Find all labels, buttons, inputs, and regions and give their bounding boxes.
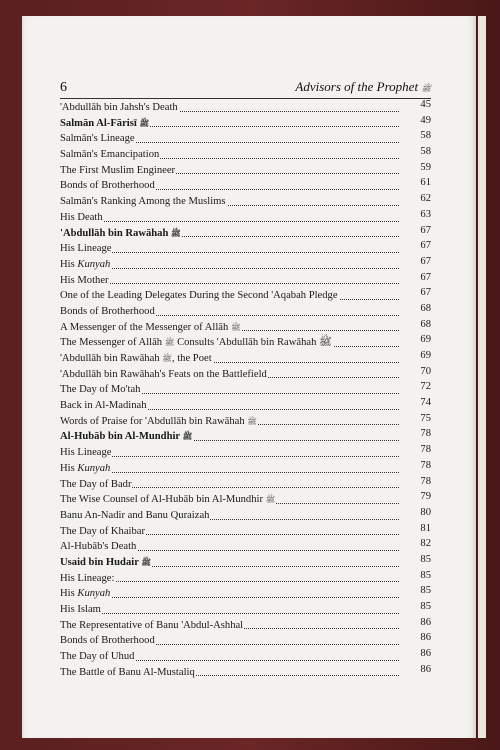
toc-entry <box>60 618 431 634</box>
toc-entry-text: 'Abdullāh bin Rawāhah's Feats on the Battlefield <box>60 368 267 380</box>
toc-entry <box>60 571 431 587</box>
toc-entry-text: Usaid bin Hudair <box>60 556 139 568</box>
running-title-text: Advisors of the Prophet <box>295 79 419 94</box>
toc-page-number: 67 <box>420 271 431 283</box>
page-header <box>60 76 431 99</box>
toc-entry-title <box>60 180 156 191</box>
toc-entry <box>60 194 431 210</box>
honorific-glyph: ﷺ <box>164 338 175 348</box>
toc-page-number: 78 <box>420 475 431 487</box>
toc-entry <box>60 414 431 430</box>
toc-entry <box>60 131 431 147</box>
toc-entry <box>60 320 431 336</box>
toc-entry <box>60 147 431 163</box>
toc-entry-title <box>60 510 210 521</box>
toc-entry-title <box>60 118 150 129</box>
toc-entry-title <box>60 400 148 411</box>
toc-entry <box>60 257 431 273</box>
toc-page-number: 67 <box>420 240 431 252</box>
honorific-glyph: ﷺ <box>171 228 181 238</box>
toc-page-number: 67 <box>420 255 431 267</box>
toc-entry-title <box>60 494 276 505</box>
toc-entry-text: His Lineage <box>60 243 112 255</box>
toc-entry-text: His <box>60 258 78 270</box>
toc-page-number: 80 <box>420 506 431 518</box>
toc-entry-title <box>60 275 110 286</box>
toc-entry <box>60 586 431 602</box>
toc-entry-title <box>60 306 156 317</box>
toc-entry <box>60 335 431 351</box>
toc-entry <box>60 304 431 320</box>
toc-page-number: 59 <box>420 161 431 173</box>
toc-entry-text: The Messenger of Allāh <box>60 337 163 349</box>
toc-entry-title <box>60 604 102 615</box>
toc-entry-title <box>60 228 182 239</box>
toc-entry <box>60 477 431 493</box>
honorific-glyph: ﷺ <box>230 322 241 332</box>
toc-page-number: 75 <box>420 412 431 424</box>
toc-page-number: 85 <box>420 553 431 565</box>
toc-page-number: 74 <box>420 397 431 409</box>
toc-entry-text: The Wise Counsel of Al-Hubāb bin Al-Mundhir <box>60 494 263 506</box>
dot-leader <box>60 283 399 284</box>
toc-page-number: 78 <box>420 459 431 471</box>
honorific-glyph: ﷺ <box>421 84 431 93</box>
toc-entry-text: Al-Hubāb bin Al-Mundhir <box>60 431 180 443</box>
toc-entry-title <box>60 369 268 380</box>
toc-entry <box>60 429 431 445</box>
toc-entry-text: The Day of Badr <box>60 478 132 490</box>
toc-page-number: 79 <box>420 491 431 503</box>
toc-page-number: 49 <box>420 114 431 126</box>
toc-page-number: 86 <box>420 632 431 644</box>
toc-entry-text: Salmān Al-Fārisī <box>60 117 137 129</box>
toc-page-number: 85 <box>420 601 431 612</box>
toc-page-number: 69 <box>420 334 431 346</box>
table-of-contents <box>60 100 431 680</box>
honorific-glyph: ﷺ <box>162 354 172 363</box>
toc-entry <box>60 382 431 398</box>
toc-entry <box>60 492 431 508</box>
toc-entry-title <box>60 667 196 678</box>
toc-entry-text: Salmān's Emancipation <box>60 149 160 161</box>
toc-page-number: 45 <box>420 99 431 110</box>
toc-entry-text: His Mother <box>60 274 109 286</box>
toc-entry-text: The Representative of Banu 'Abdul-Ashhal <box>60 619 244 631</box>
toc-page-number: 82 <box>420 538 431 550</box>
honorific-glyph: ﷺ <box>265 495 276 505</box>
toc-entry-title <box>60 557 152 568</box>
toc-entry-title <box>60 479 132 490</box>
toc-entry-title <box>60 322 242 333</box>
toc-entry-title <box>60 243 112 254</box>
toc-entry-text: The Day of Mo'tah <box>60 384 141 396</box>
toc-entry-title <box>60 651 135 662</box>
honorific-glyph: ﷺ <box>141 557 152 567</box>
toc-entry <box>60 116 431 132</box>
toc-entry-text: A Messenger of the Messenger of Allāh <box>60 321 229 333</box>
toc-entry-text: Salmān's Ranking Among the Muslims <box>60 196 226 208</box>
toc-entry-title <box>60 463 111 474</box>
toc-entry-text: His <box>60 462 78 474</box>
toc-entry <box>60 524 431 540</box>
toc-entry-title <box>60 212 104 223</box>
toc-entry <box>60 445 431 461</box>
toc-entry-title <box>60 416 258 427</box>
toc-entry-text: Salmān's Lineage <box>60 133 135 145</box>
toc-entry-text: 'Abdullāh bin Rawāhah <box>60 353 160 364</box>
toc-entry-suffix: , the Poet <box>171 353 212 364</box>
toc-entry-text: His Lineage <box>60 447 112 459</box>
toc-entry-title <box>60 541 137 552</box>
toc-entry <box>60 226 431 242</box>
toc-page-number: 78 <box>420 428 431 440</box>
page-number: 6 <box>60 80 67 95</box>
toc-entry-title <box>60 447 112 458</box>
toc-entry-title <box>60 573 115 584</box>
toc-entry <box>60 461 431 477</box>
toc-page-number: 81 <box>420 522 431 534</box>
toc-entry-text: 'Abdullāh bin Rawāhah <box>60 227 169 239</box>
toc-page-number: 85 <box>420 585 431 597</box>
toc-page-number: 62 <box>420 193 431 205</box>
toc-entry <box>60 241 431 257</box>
toc-entry <box>60 602 431 618</box>
toc-entry-title <box>60 526 146 537</box>
toc-entry-text: Banu An-Nadir and Banu Quraizah <box>60 509 210 521</box>
toc-entry-title <box>60 620 244 631</box>
toc-entry <box>60 178 431 194</box>
toc-entry-text: The Day of Khaibar <box>60 525 146 537</box>
toc-page-number: 68 <box>420 302 431 314</box>
toc-entry-title <box>60 290 339 301</box>
toc-entry-title <box>60 196 227 207</box>
toc-entry-italic: Kunyah <box>77 462 111 474</box>
page-edge <box>478 16 486 738</box>
toc-entry-title <box>60 353 213 364</box>
toc-entry <box>60 665 431 681</box>
toc-entry-title <box>60 149 160 160</box>
toc-page-number: 78 <box>420 444 431 456</box>
honorific-glyph: ﷺ <box>139 118 150 128</box>
toc-page-number: 69 <box>420 350 431 361</box>
toc-entry-text: The Battle of Banu Al-Mustaliq <box>60 666 195 678</box>
toc-entry <box>60 649 431 665</box>
toc-page-number: 85 <box>420 569 431 581</box>
toc-entry-title <box>60 259 111 270</box>
toc-entry-text: Words of Praise for 'Abdullāh bin Rawāhah <box>60 415 245 427</box>
toc-entry-text: Bonds of Brotherhood <box>60 180 155 192</box>
toc-entry-text: The First Muslim Engineer <box>60 164 176 176</box>
toc-entry-text: 'Abdullāh bin Jahsh's Death <box>60 102 178 113</box>
honorific-glyph: ﷺ <box>247 416 257 426</box>
toc-entry-italic: Kunyah <box>77 588 111 600</box>
toc-page-number: 86 <box>420 663 431 675</box>
running-title <box>295 79 431 95</box>
toc-page-number: 58 <box>420 130 431 142</box>
dot-leader <box>60 221 399 222</box>
toc-entry <box>60 555 431 571</box>
dot-leader <box>60 613 399 614</box>
toc-entry-title <box>60 102 179 113</box>
toc-page-number: 63 <box>420 208 431 220</box>
toc-entry-title <box>60 588 111 599</box>
toc-entry <box>60 633 431 649</box>
toc-page-number: 61 <box>420 177 431 189</box>
toc-page-number: 68 <box>420 318 431 330</box>
toc-entry-text: Back in Al-Madinah <box>60 400 147 412</box>
toc-entry <box>60 539 431 555</box>
toc-page-number: 72 <box>420 381 431 393</box>
toc-entry-text: Bonds of Brotherhood <box>60 635 155 647</box>
toc-page-number: 58 <box>420 146 431 158</box>
toc-entry-suffix: Consults 'Abdullāh bin Rawāhah ﷺ <box>174 337 332 349</box>
toc-entry <box>60 163 431 179</box>
toc-entry-text: His Islam <box>60 604 101 615</box>
toc-page-number: 67 <box>420 287 431 299</box>
toc-entry <box>60 288 431 304</box>
toc-entry <box>60 273 431 289</box>
toc-entry <box>60 351 431 367</box>
honorific-glyph: ﷺ <box>182 432 193 442</box>
toc-entry <box>60 100 431 116</box>
toc-entry-title <box>60 431 193 442</box>
toc-entry-text: Al-Hubāb's Death <box>60 541 137 553</box>
toc-page-number: 86 <box>420 616 431 628</box>
toc-entry <box>60 398 431 414</box>
toc-entry-title <box>60 133 136 144</box>
toc-page-number: 86 <box>420 648 431 660</box>
toc-entry <box>60 508 431 524</box>
toc-entry-title <box>60 165 176 176</box>
toc-entry-text: Bonds of Brotherhood <box>60 305 155 317</box>
toc-entry <box>60 210 431 226</box>
toc-entry-italic: Kunyah <box>77 258 111 270</box>
toc-entry <box>60 367 431 383</box>
toc-entry-text: His Lineage: <box>60 572 115 584</box>
toc-entry-text: The Day of Uhud <box>60 651 135 663</box>
toc-entry-title <box>60 337 333 348</box>
toc-entry-title <box>60 384 141 395</box>
toc-page-number: 70 <box>420 365 431 377</box>
toc-entry-text: One of the Leading Delegates During the Second 'Aqabah Pledge <box>60 290 338 302</box>
toc-entry-title <box>60 635 156 646</box>
toc-entry-text: His Death <box>60 211 103 223</box>
toc-entry-text: His <box>60 588 78 600</box>
toc-page-number: 67 <box>420 224 431 236</box>
